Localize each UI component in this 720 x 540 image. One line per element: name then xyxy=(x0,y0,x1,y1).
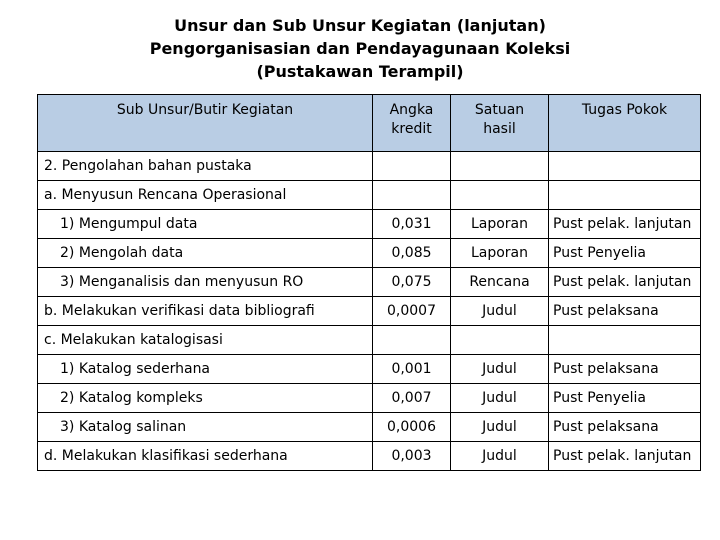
activity-cell: d. Melakukan klasifikasi sederhana xyxy=(38,442,373,471)
table-row xyxy=(38,239,701,268)
task-cell: Pust pelak. lanjutan xyxy=(549,442,701,471)
task-cell xyxy=(549,152,701,181)
activity-cell: 2) Mengolah data xyxy=(38,239,373,268)
activity-cell: c. Melakukan katalogisasi xyxy=(38,326,373,355)
unit-cell: Rencana xyxy=(451,268,549,297)
unit-cell: Judul xyxy=(451,297,549,326)
header-task: Tugas Pokok xyxy=(549,95,701,152)
page-title xyxy=(0,14,720,83)
credit-cell: 0,001 xyxy=(373,355,451,384)
title-line-1: Unsur dan Sub Unsur Kegiatan (lanjutan) xyxy=(174,16,546,35)
activity-table xyxy=(37,94,701,471)
table-row xyxy=(38,355,701,384)
table-row xyxy=(38,210,701,239)
credit-cell xyxy=(373,152,451,181)
table-row xyxy=(38,442,701,471)
credit-cell: 0,085 xyxy=(373,239,451,268)
credit-cell: 0,007 xyxy=(373,384,451,413)
title-line-3: (Pustakawan Terampil) xyxy=(256,62,464,81)
task-cell: Pust Penyelia xyxy=(549,239,701,268)
table-row xyxy=(38,326,701,355)
header-activity: Sub Unsur/Butir Kegiatan xyxy=(38,95,373,152)
unit-cell xyxy=(451,326,549,355)
credit-cell: 0,003 xyxy=(373,442,451,471)
activity-cell: b. Melakukan verifikasi data bibliografi xyxy=(38,297,373,326)
header-unit-line-2: hasil xyxy=(483,121,516,137)
unit-cell: Judul xyxy=(451,355,549,384)
table-row xyxy=(38,413,701,442)
task-cell: Pust pelaksana xyxy=(549,413,701,442)
header-credit-line-2: kredit xyxy=(391,121,432,137)
header-credit-line-1: Angka xyxy=(389,102,434,118)
header-credit xyxy=(373,95,451,152)
unit-cell xyxy=(451,152,549,181)
credit-cell xyxy=(373,181,451,210)
activity-cell: 2. Pengolahan bahan pustaka xyxy=(38,152,373,181)
task-cell: Pust Penyelia xyxy=(549,384,701,413)
unit-cell: Judul xyxy=(451,384,549,413)
unit-cell: Judul xyxy=(451,442,549,471)
task-cell: Pust pelaksana xyxy=(549,355,701,384)
task-cell xyxy=(549,326,701,355)
unit-cell xyxy=(451,181,549,210)
task-cell: Pust pelak. lanjutan xyxy=(549,268,701,297)
table-row xyxy=(38,152,701,181)
header-unit-line-1: Satuan xyxy=(474,102,525,118)
activity-cell: a. Menyusun Rencana Operasional xyxy=(38,181,373,210)
activity-cell: 3) Menganalisis dan menyusun RO xyxy=(38,268,373,297)
credit-cell: 0,0006 xyxy=(373,413,451,442)
task-cell xyxy=(549,181,701,210)
task-cell: Pust pelaksana xyxy=(549,297,701,326)
activity-cell: 2) Katalog kompleks xyxy=(38,384,373,413)
table-row xyxy=(38,181,701,210)
credit-cell xyxy=(373,326,451,355)
table-row xyxy=(38,297,701,326)
activity-cell: 3) Katalog salinan xyxy=(38,413,373,442)
credit-cell: 0,031 xyxy=(373,210,451,239)
table-row xyxy=(38,268,701,297)
title-line-2: Pengorganisasian dan Pendayagunaan Koleksi xyxy=(149,39,571,58)
credit-cell: 0,075 xyxy=(373,268,451,297)
unit-cell: Laporan xyxy=(451,239,549,268)
header-unit xyxy=(451,95,549,152)
activity-cell: 1) Mengumpul data xyxy=(38,210,373,239)
unit-cell: Judul xyxy=(451,413,549,442)
table-row xyxy=(38,384,701,413)
credit-cell: 0,0007 xyxy=(373,297,451,326)
task-cell: Pust pelak. lanjutan xyxy=(549,210,701,239)
activity-cell: 1) Katalog sederhana xyxy=(38,355,373,384)
unit-cell: Laporan xyxy=(451,210,549,239)
table-header-row xyxy=(38,95,701,152)
